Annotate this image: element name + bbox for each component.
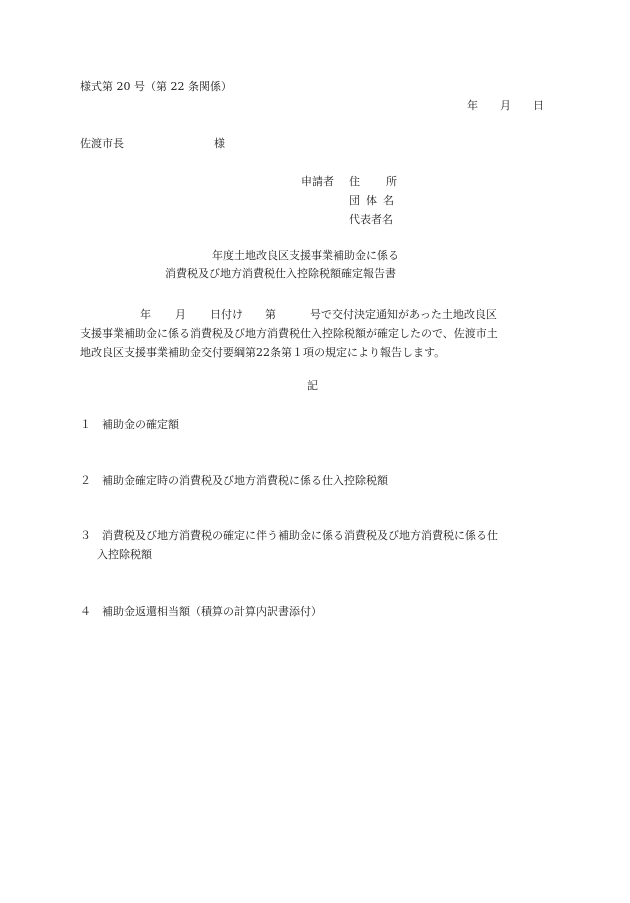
list-item <box>80 415 550 434</box>
body-paragraph <box>80 305 548 362</box>
item-number: １ <box>80 418 91 431</box>
item-number: ２ <box>80 474 91 487</box>
list-item <box>80 602 550 621</box>
item-text: 補助金返還相当額（積算の計算内訳書添付） <box>102 605 322 618</box>
applicant-rep-label: 代表者名 <box>349 213 393 226</box>
body-line1-rest: 号で交付決定通知があった土地改良区 <box>310 308 497 321</box>
applicant-block <box>301 175 423 232</box>
date-line <box>467 99 544 113</box>
body-dated: 日付け <box>210 308 243 321</box>
body-dai: 第 <box>265 308 276 321</box>
item-number: ４ <box>80 605 91 618</box>
body-line-1 <box>80 305 548 324</box>
item-text: 補助金の確定額 <box>102 418 179 431</box>
date-month: 月 <box>500 99 511 112</box>
list-item <box>80 471 550 490</box>
item-text-continuation: 入控除税額 <box>97 548 152 561</box>
form-number: 様式第 20 号（第 22 条関係） <box>80 80 232 93</box>
addressee-name: 佐渡市長 <box>80 137 124 150</box>
document-title-line2: 消費税及び地方消費税仕入控除税額確定報告書 <box>165 267 396 280</box>
body-line-3: 地改良区支援事業補助金交付要綱第22条第１項の規定により報告します。 <box>80 346 446 359</box>
body-month: 月 <box>175 308 186 321</box>
document-title-line1: 年度土地改良区支援事業補助金に係る <box>212 249 399 262</box>
applicant-org-label: 団体名 <box>349 194 400 207</box>
addressee <box>80 137 225 151</box>
applicant-role: 申請者 <box>301 175 334 188</box>
date-year: 年 <box>467 99 478 112</box>
body-line-2: 支援事業補助金に係る消費税及び地方消費税仕入控除税額が確定したので、佐渡市土 <box>80 327 498 340</box>
item-number: ３ <box>80 529 91 542</box>
body-year: 年 <box>140 308 151 321</box>
ki-heading: 記 <box>307 379 318 392</box>
item-text: 消費税及び地方消費税の確定に伴う補助金に係る消費税及び地方消費税に係る仕 <box>102 529 498 542</box>
addressee-honorific: 様 <box>214 137 225 150</box>
date-day: 日 <box>533 99 544 112</box>
list-item <box>80 526 550 564</box>
item-text: 補助金確定時の消費税及び地方消費税に係る仕入控除税額 <box>102 474 388 487</box>
applicant-address-label: 住所 <box>349 175 423 188</box>
